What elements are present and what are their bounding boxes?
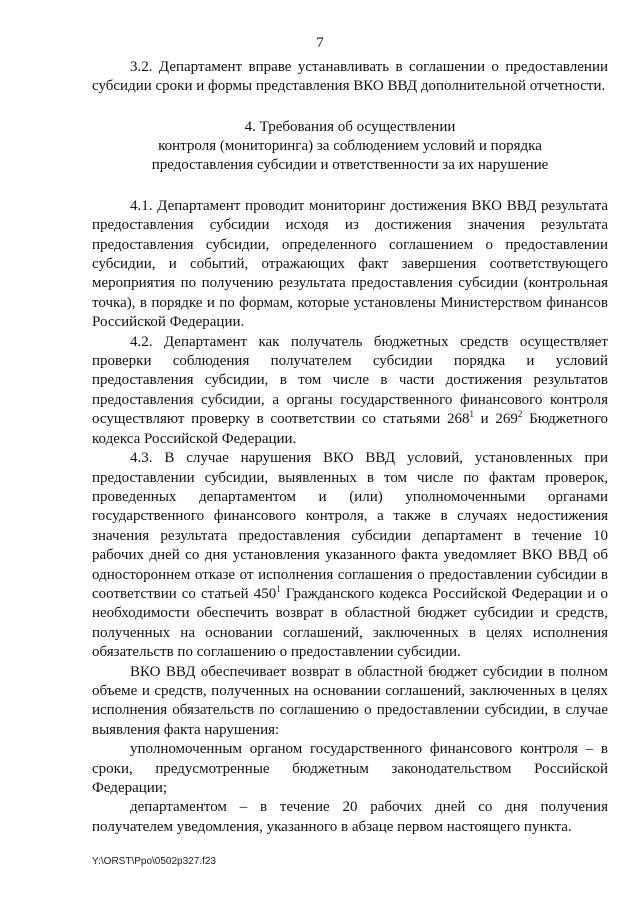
paragraph-authorized-body: уполномоченным органом государственного финансового контроля – в сроки, предусмотренные бюджетным законодательством Российской Федерации; [92,741,608,796]
superscript-269: 2 [517,409,523,420]
paragraph-4-3-text-2: Гражданского кодекса Российской Федерации и о необходимости обеспечить возврат в областной бюджет субсидии и средств, полученных на основании соглашений, заключенных в целях исполнения обязательств по соглашению о предоставлении субсидии. [92,585,608,661]
section-heading-line-1: 4. Требования об осуществлении [244,118,456,135]
paragraph-4-3-text-1: 4.3. В случае нарушения ВКО ВВД условий, установленных при предоставлении субсидии, выявленных в том числе по фактам проверок, проведенных департаментом и (или) уполномоченными органами государственного финансового контроля, а также в случаях недостижения значения результата предоставления субсидии департамент в течение 10 рабочих дней со дня установления указанного факта уведомляет ВКО ВВД об одностороннем отказе от исполнения соглашения о предоставлении субсидии в соответствии со статьей 450 [92,450,608,602]
page-number: 7 [316,35,324,51]
superscript-268: 1 [469,409,474,420]
section-heading-line-3: предоставления субсидии и ответственности за их нарушение [151,156,549,173]
document-body [92,58,608,837]
paragraph-4-1: 4.1. Департамент проводит мониторинг достижения ВКО ВВД результата предоставления субсидии исходя из достижения значения результата предоставления субсидии, определенного соглашением о предоставлении субсидии, и событий, отражающих факт завершения соответствующего мероприятия по получению результата предоставления субсидии (контрольная точка), в порядке и по формам, которые установлены Министерством финансов Российской Федерации. [92,197,608,331]
section-heading-line-2: контроля (мониторинга) за соблюдением условий и порядка [158,137,542,154]
paragraph-4-2-text-3: Бюджетного кодекса Российской Федерации. [92,411,608,447]
paragraph-3-2: 3.2. Департамент вправе устанавливать в соглашении о предоставлении субсидии сроки и формы представления ВКО ВВД дополнительной отчетности. [92,59,608,95]
section-4-heading [92,118,608,175]
paragraph-4-3 [92,449,608,662]
paragraph-4-2-text-2: и 269 [473,411,518,428]
superscript-450: 1 [276,583,281,594]
paragraph-department: департаментом – в течение 20 рабочих дней со дня получения получателем уведомления, указанного в абзаце первом настоящего пункта. [92,799,608,835]
paragraph-4-2 [92,333,608,449]
footer-file-path: Y:\ORST\Ppo\0502p327.f23 [92,856,216,867]
paragraph-return: ВКО ВВД обеспечивает возврат в областной бюджет субсидии в полном объеме и средств, полученных на основании соглашений, заключенных в целях исполнения обязательств по соглашению о предоставлении субсидии, в случае выявления факта нарушения: [92,663,608,738]
paragraph-4-2-text-1: 4.2. Департамент как получатель бюджетных средств осуществляет проверки соблюдения получателем субсидии порядка и условий предоставления субсидии, в том числе в части достижения результатов предоставления субсидии, а органы государственного финансового контроля осуществляют проверку в соответствии со статьями 268 [92,333,608,428]
